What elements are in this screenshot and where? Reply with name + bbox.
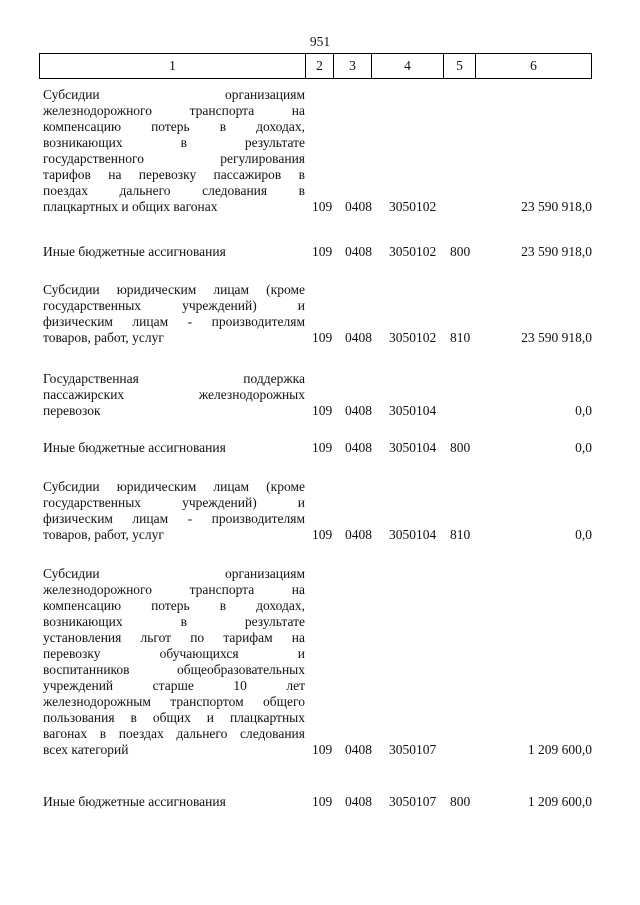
amount: 0,0 <box>575 440 592 455</box>
description-line: Субсидии юридическим лицам (кроме <box>43 479 305 494</box>
column-header-1: 1 <box>40 54 306 78</box>
description-line: пассажирских железнодорожных <box>43 387 305 402</box>
description-line: Субсидии юридическим лицам (кроме <box>43 282 305 297</box>
admin-code: 109 <box>312 527 333 542</box>
description-line: государственных учреждений) и <box>43 298 305 313</box>
column-header-row <box>39 53 592 79</box>
amount: 23 590 918,0 <box>521 330 592 345</box>
description-line: Иные бюджетные ассигнования <box>43 440 226 455</box>
section-code: 0408 <box>345 440 372 455</box>
description-line: компенсацию потерь в доходах, <box>43 119 305 134</box>
admin-code: 109 <box>312 330 333 345</box>
amount: 0,0 <box>575 527 592 542</box>
row-description <box>43 371 305 419</box>
expense-type-code: 800 <box>450 440 471 455</box>
row-description <box>43 566 305 758</box>
description-line: поездах дальнего следования в <box>43 183 305 198</box>
description-line: возникающих в результате <box>43 614 305 629</box>
section-code: 0408 <box>345 742 372 757</box>
row-description <box>43 479 305 543</box>
expense-type-code: 800 <box>450 244 471 259</box>
target-code: 3050102 <box>389 199 437 214</box>
column-header-3: 3 <box>334 54 372 78</box>
description-line: возникающих в результате <box>43 135 305 150</box>
description-line: воспитанников общеобразовательных <box>43 662 305 677</box>
expense-type-code: 800 <box>450 794 471 809</box>
section-code: 0408 <box>345 527 372 542</box>
admin-code: 109 <box>312 403 333 418</box>
row-description <box>43 87 305 215</box>
amount: 0,0 <box>575 403 592 418</box>
description-line: перевозку обучающихся и <box>43 646 305 661</box>
column-header-5: 5 <box>444 54 476 78</box>
column-header-4: 4 <box>372 54 444 78</box>
admin-code: 109 <box>312 244 333 259</box>
description-line: Государственная поддержка <box>43 371 305 386</box>
admin-code: 109 <box>312 794 333 809</box>
page-number: 951 <box>309 34 331 49</box>
target-code: 3050104 <box>389 440 437 455</box>
amount: 1 209 600,0 <box>527 794 592 809</box>
description-line: государственных учреждений) и <box>43 495 305 510</box>
admin-code: 109 <box>312 199 333 214</box>
row-description <box>43 244 305 260</box>
description-line: Субсидии организациям <box>43 566 305 581</box>
amount: 23 590 918,0 <box>521 199 592 214</box>
section-code: 0408 <box>345 794 372 809</box>
description-line: всех категорий <box>43 742 129 757</box>
section-code: 0408 <box>345 199 372 214</box>
section-code: 0408 <box>345 403 372 418</box>
description-line: физическим лицам - производителям <box>43 511 305 526</box>
description-line: вагонах в поездах дальнего следования <box>43 726 305 741</box>
section-code: 0408 <box>345 244 372 259</box>
admin-code: 109 <box>312 742 333 757</box>
description-line: железнодорожного транспорта на <box>43 103 305 118</box>
target-code: 3050104 <box>389 527 437 542</box>
description-line: перевозок <box>43 403 101 418</box>
target-code: 3050107 <box>389 742 437 757</box>
amount: 23 590 918,0 <box>521 244 592 259</box>
description-line: пользования в общих и плацкартных <box>43 710 305 725</box>
amount: 1 209 600,0 <box>527 742 592 757</box>
description-line: Иные бюджетные ассигнования <box>43 244 226 259</box>
target-code: 3050102 <box>389 330 437 345</box>
description-line: товаров, работ, услуг <box>43 330 164 345</box>
description-line: физическим лицам - производителям <box>43 314 305 329</box>
row-description <box>43 440 305 456</box>
expense-type-code: 810 <box>450 330 471 345</box>
target-code: 3050104 <box>389 403 437 418</box>
column-header-2: 2 <box>306 54 334 78</box>
target-code: 3050102 <box>389 244 437 259</box>
admin-code: 109 <box>312 440 333 455</box>
description-line: установления льгот по тарифам на <box>43 630 305 645</box>
expense-type-code: 810 <box>450 527 471 542</box>
description-line: Иные бюджетные ассигнования <box>43 794 226 809</box>
description-line: компенсацию потерь в доходах, <box>43 598 305 613</box>
section-code: 0408 <box>345 330 372 345</box>
description-line: учреждений старше 10 лет <box>43 678 305 693</box>
description-line: государственного регулирования <box>43 151 305 166</box>
column-header-6: 6 <box>530 58 537 73</box>
row-description <box>43 794 305 810</box>
description-line: железнодорожным транспортом общего <box>43 694 305 709</box>
description-line: железнодорожного транспорта на <box>43 582 305 597</box>
description-line: Субсидии организациям <box>43 87 305 102</box>
description-line: товаров, работ, услуг <box>43 527 164 542</box>
row-description <box>43 282 305 346</box>
description-line: плацкартных и общих вагонах <box>43 199 218 214</box>
target-code: 3050107 <box>389 794 437 809</box>
description-line: тарифов на перевозку пассажиров в <box>43 167 305 182</box>
